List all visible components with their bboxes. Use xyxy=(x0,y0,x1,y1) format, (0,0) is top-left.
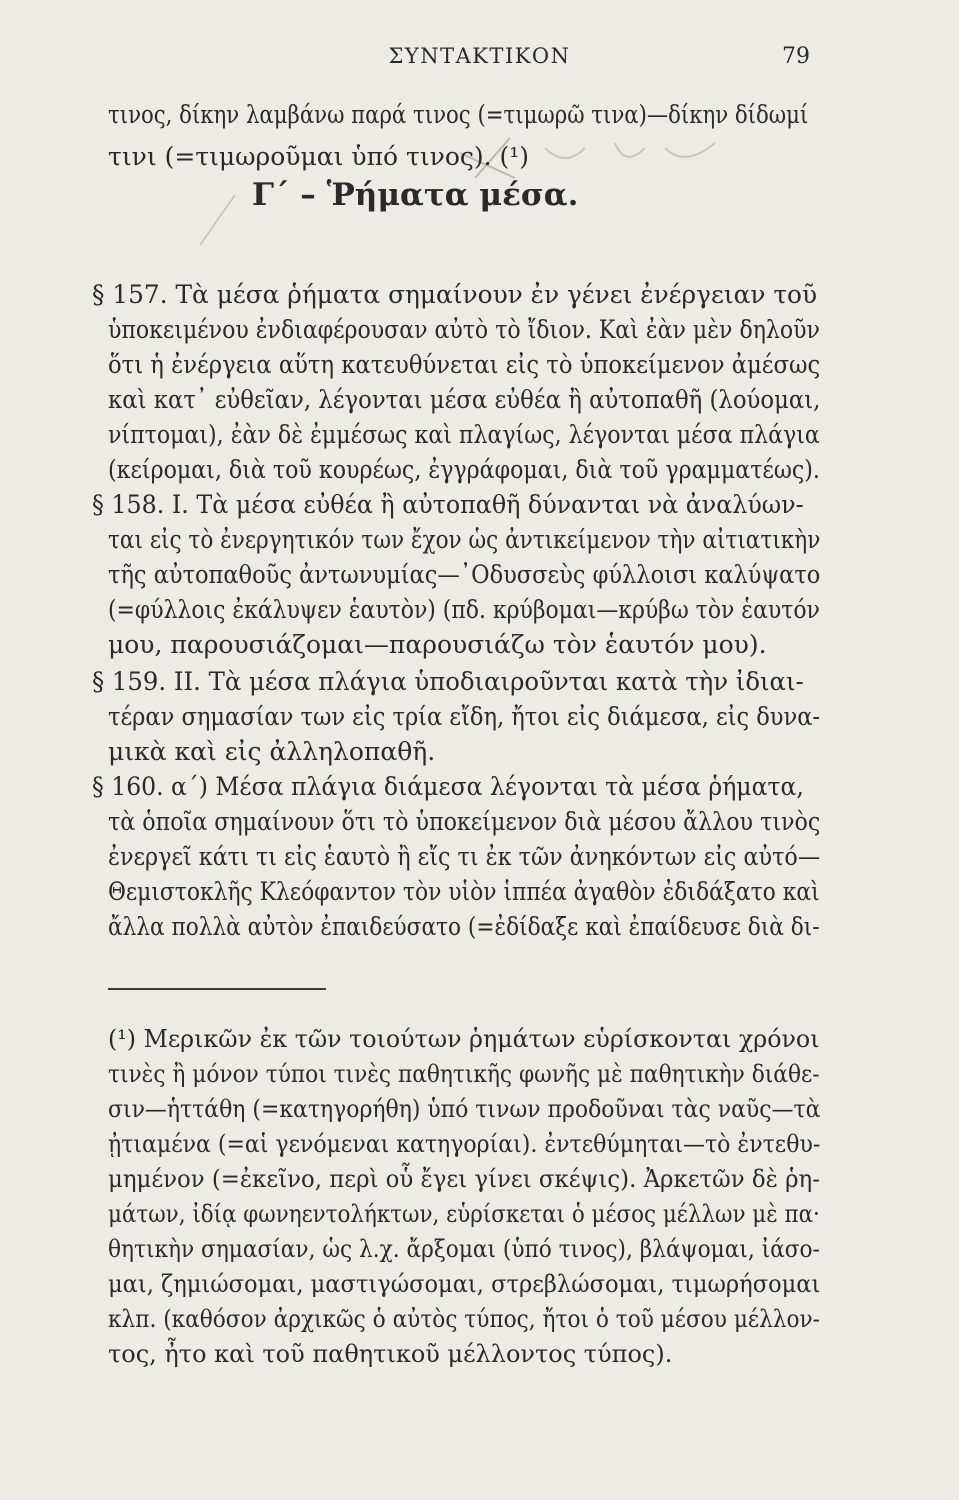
footnote-line: μάτων, ἰδίᾳ φωνηεντολήκτων, εὑρίσκεται ὁ μέσος μέλλων μὲ πα· xyxy=(108,1200,820,1228)
body-line: § 160. α΄) Μέσα πλάγια διάμεσα λέγονται τὰ μέσα ῥήματα, xyxy=(92,772,804,801)
footnote-line: (¹) Μερικῶν ἐκ τῶν τοιούτων ῥημάτων εὑρίσκονται χρόνοι xyxy=(108,1025,820,1053)
footnote-line: σιν—ἡττάθη (=κατηγορήθη) ὑπό τινων προδοῦναι τὰς ναῦς—τὰ xyxy=(108,1095,821,1123)
body-line: τέραν σημασίαν των εἰς τρία εἴδη, ἤτοι εἰς διάμεσα, εἰς δυνα- xyxy=(108,702,821,731)
footnote-line: κλπ. (καθόσον ἀρχικῶς ὁ αὐτὸς τύπος, ἤτοι ὁ τοῦ μέσου μέλλον- xyxy=(108,1305,820,1333)
body-line: ὅτι ἡ ἐνέργεια αὕτη κατευθύνεται εἰς τὸ ὑποκείμενον ἀμέσως xyxy=(108,350,821,379)
footnote-line: ᾐτιαμένα (=αἱ γενόμεναι κατηγορίαι). ἐντεθύμηται—τὸ ἐντεθυ- xyxy=(108,1130,821,1158)
body-line: (=φύλλοις ἐκάλυψεν ἑαυτὸν) (πδ. κρύβομαι—κρύβω τὸν ἑαυτόν xyxy=(108,595,820,624)
body-line: § 157. Τὰ μέσα ῥήματα σημαίνουν ἐν γένει ἐνέργειαν τοῦ xyxy=(92,280,818,309)
body-line: τῆς αὐτοπαθοῦς ἀντωνυμίας—᾽Οδυσσεὺς φύλλοισι καλύψατο xyxy=(108,560,821,589)
body-line: ται εἰς τὸ ἐνεργητικόν των ἔχον ὡς ἀντικείμενον τὴν αἰτιατικὴν xyxy=(108,525,821,554)
page-number: 79 xyxy=(782,44,810,69)
section-heading: Γ΄ – Ῥήματα μέσα. xyxy=(252,177,579,213)
footnote-line: θητικὴν σημασίαν, ὡς λ.χ. ἄρξομαι (ὑπό τινος), βλάψομαι, ἰάσο- xyxy=(108,1235,820,1263)
footnote-divider xyxy=(108,988,326,990)
body-line: νίπτομαι), ἐὰν δὲ ἐμμέσως καὶ πλαγίως, λέγονται μέσα πλάγια xyxy=(108,420,820,449)
body-line: Θεμιστοκλῆς Κλεόφαντον τὸν υἱὸν ἱππέα ἀγαθὸν ἐδιδάξατο καὶ xyxy=(108,877,820,906)
body-line: § 158. Ι. Τὰ μέσα εὐθέα ἢ αὐτοπαθῆ δύνανται νὰ ἀναλύων- xyxy=(92,490,804,519)
body-line: μου, παρουσιάζομαι—παρουσιάζω τὸν ἑαυτόν μου). xyxy=(108,630,767,659)
body-line: ἄλλα πολλὰ αὐτὸν ἐπαιδεύσατο (=ἐδίδαξε καὶ ἐπαίδευσε διὰ δι- xyxy=(108,912,820,941)
body-line: τὰ ὁποῖα σημαίνουν ὅτι τὸ ὑποκείμενον διὰ μέσου ἄλλου τινὸς xyxy=(108,807,821,836)
footnote-line: τινὲς ἢ μόνον τύποι τινὲς παθητικῆς φωνῆς μὲ παθητικὴν διάθε- xyxy=(108,1060,820,1088)
body-line: τινος, δίκην λαμβάνω παρά τινος (=τιμωρῶ τινα)—δίκην δίδωμί xyxy=(108,100,809,129)
footnote-line: μημένον (=ἐκεῖνο, περὶ οὗ ἔγει γίνει σκέψις). Ἀρκετῶν δὲ ῥη- xyxy=(108,1165,820,1193)
footnote-line: τος, ἦτο καὶ τοῦ παθητικοῦ μέλλοντος τύπος). xyxy=(108,1340,673,1368)
running-header-title: ΣΥΝΤΑΚΤΙΚΟΝ xyxy=(388,44,571,68)
body-line: § 159. ΙΙ. Τὰ μέσα πλάγια ὑποδιαιροῦνται κατὰ τὴν ἰδιαι- xyxy=(92,667,804,696)
pencil-slash-mark xyxy=(190,190,250,250)
body-line: (κείρομαι, διὰ τοῦ κουρέως, ἐγγράφομαι, διὰ τοῦ γραμματέως). xyxy=(108,455,820,484)
body-line: ὑποκειμένου ἐνδιαφέρουσαν αὐτὸ τὸ ἴδιον. Καὶ ἐὰν μὲν δηλοῦν xyxy=(108,315,820,344)
footnote-line: μαι, ζημιώσομαι, μαστιγώσομαι, στρεβλώσομαι, τιμωρήσομαι xyxy=(108,1270,821,1298)
body-line: ἐνεργεῖ κάτι τι εἰς ἑαυτὸ ἢ εἴς τι ἐκ τῶν ἀνηκόντων εἰς αὐτό— xyxy=(108,842,821,871)
body-line: μικὰ καὶ εἰς ἀλληλοπαθῆ. xyxy=(108,737,436,766)
body-line: καὶ κατ᾽ εὐθεῖαν, λέγονται μέσα εὐθέα ἢ αὐτοπαθῆ (λούομαι, xyxy=(108,385,821,414)
body-line: τινι (=τιμωροῦμαι ὑπό τινος). (¹) xyxy=(108,142,530,171)
